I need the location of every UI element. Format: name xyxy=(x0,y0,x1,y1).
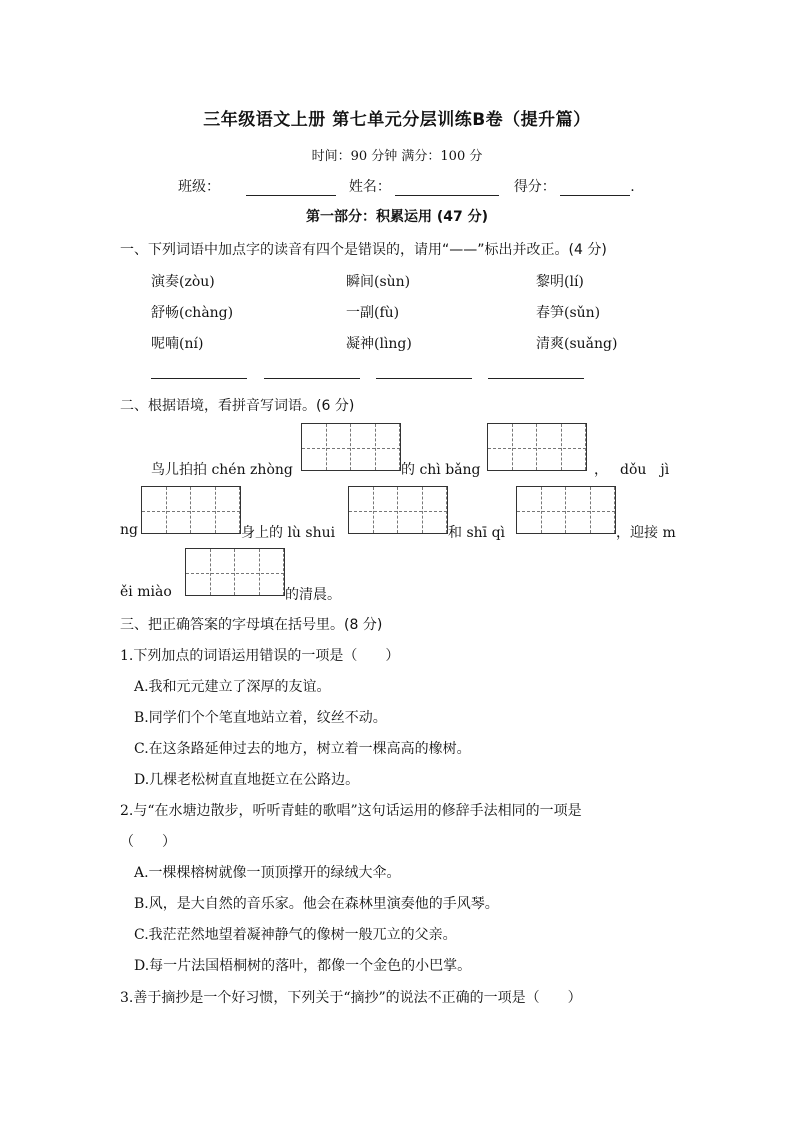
q2-text: dǒu jì xyxy=(620,462,670,478)
q2-text: 鸟儿拍拍 chén zhòng xyxy=(151,462,293,478)
q3-item-1-stem: 1.下列加点的词语运用错误的一项是（ ） xyxy=(120,648,400,664)
q1-word: 舒畅(chàng) xyxy=(151,305,234,321)
q1-word: 瞬间(sùn) xyxy=(346,274,411,290)
q2-text: 的清晨。 xyxy=(285,587,341,603)
q2-text: ， xyxy=(594,462,608,478)
q3-item-3-stem: 3.善于摘抄是一个好习惯，下列关于“摘抄”的说法不正确的一项是（ ） xyxy=(120,990,582,1006)
writing-grid[interactable] xyxy=(487,423,587,471)
q1-word: 春笋(sǔn) xyxy=(536,305,601,321)
q1-answer-line[interactable] xyxy=(376,377,472,379)
class-label: 班级： xyxy=(178,179,220,195)
q1-word: 呢喃(ní) xyxy=(151,336,204,352)
q3-item-2-option-d[interactable]: D.每一片法国梧桐树的落叶，都像一个金色的小巴掌。 xyxy=(134,958,472,974)
exam-title: 三年级语文上册 第七单元分层训练B卷（提升篇） xyxy=(203,110,591,130)
q3-item-1-option-b[interactable]: B.同学们个个笔直地站立着，纹丝不动。 xyxy=(134,710,387,726)
q2-text: ng xyxy=(120,522,138,538)
q1-word: 清爽(suǎng) xyxy=(536,336,618,352)
q1-word: 凝神(lìng) xyxy=(346,336,412,352)
part-one-title: 第一部分：积累运用 (47 分) xyxy=(305,209,489,225)
q2-text: 身上的 lù shui xyxy=(241,525,336,541)
writing-grid[interactable] xyxy=(516,486,616,534)
q2-text: ，迎接 m xyxy=(616,525,676,541)
q1-word: 一副(fù) xyxy=(346,305,400,321)
q3-item-2-stem-cont: （ ） xyxy=(120,834,176,850)
q2-heading: 二、根据语境，看拼音写词语。(6 分) xyxy=(120,398,355,414)
q2-text: 和 shī qì xyxy=(448,525,506,541)
q2-text: ěi miào xyxy=(120,584,172,600)
q1-answer-line[interactable] xyxy=(264,377,360,379)
writing-grid[interactable] xyxy=(141,486,241,534)
class-blank[interactable] xyxy=(246,181,336,196)
score-blank[interactable] xyxy=(560,181,630,196)
q3-item-1-option-d[interactable]: D.几棵老松树直直地挺立在公路边。 xyxy=(134,772,360,788)
q1-answer-line[interactable] xyxy=(488,377,584,379)
student-info-row xyxy=(178,176,638,196)
name-blank[interactable] xyxy=(395,181,499,196)
name-label: 姓名： xyxy=(348,179,391,195)
writing-grid[interactable] xyxy=(185,548,285,596)
q3-item-2-option-a[interactable]: A.一棵棵榕树就像一顶顶撑开的绿绒大伞。 xyxy=(134,865,401,881)
q1-word: 黎明(lí) xyxy=(536,274,584,290)
q3-item-2-option-c[interactable]: C.我茫茫然地望着凝神静气的像树一般兀立的父亲。 xyxy=(134,927,457,943)
q3-item-1-option-c[interactable]: C.在这条路延伸过去的地方，树立着一棵高高的橡树。 xyxy=(134,741,471,757)
q3-item-2-stem: 2.与“在水塘边散步，听听青蛙的歌唱”这句话运用的修辞手法相同的一项是 xyxy=(120,803,582,819)
score-label: 得分： xyxy=(513,179,556,195)
q1-word: 演奏(zòu) xyxy=(151,274,215,290)
writing-grid[interactable] xyxy=(348,486,448,534)
q3-heading: 三、把正确答案的字母填在括号里。(8 分) xyxy=(120,617,383,633)
end-mark: . xyxy=(630,179,635,195)
exam-time-score: 时间：90 分钟 满分：100 分 xyxy=(311,149,483,164)
q3-item-2-option-b[interactable]: B.风，是大自然的音乐家。他会在森林里演奏他的手风琴。 xyxy=(134,896,499,912)
q1-answer-line[interactable] xyxy=(151,377,247,379)
q2-text: 的 chì bǎng xyxy=(401,462,481,478)
q3-item-1-option-a[interactable]: A.我和元元建立了深厚的友谊。 xyxy=(134,679,331,695)
writing-grid[interactable] xyxy=(301,423,401,471)
q1-heading: 一、下列词语中加点字的读音有四个是错误的，请用“——”标出并改正。(4 分) xyxy=(120,242,607,258)
